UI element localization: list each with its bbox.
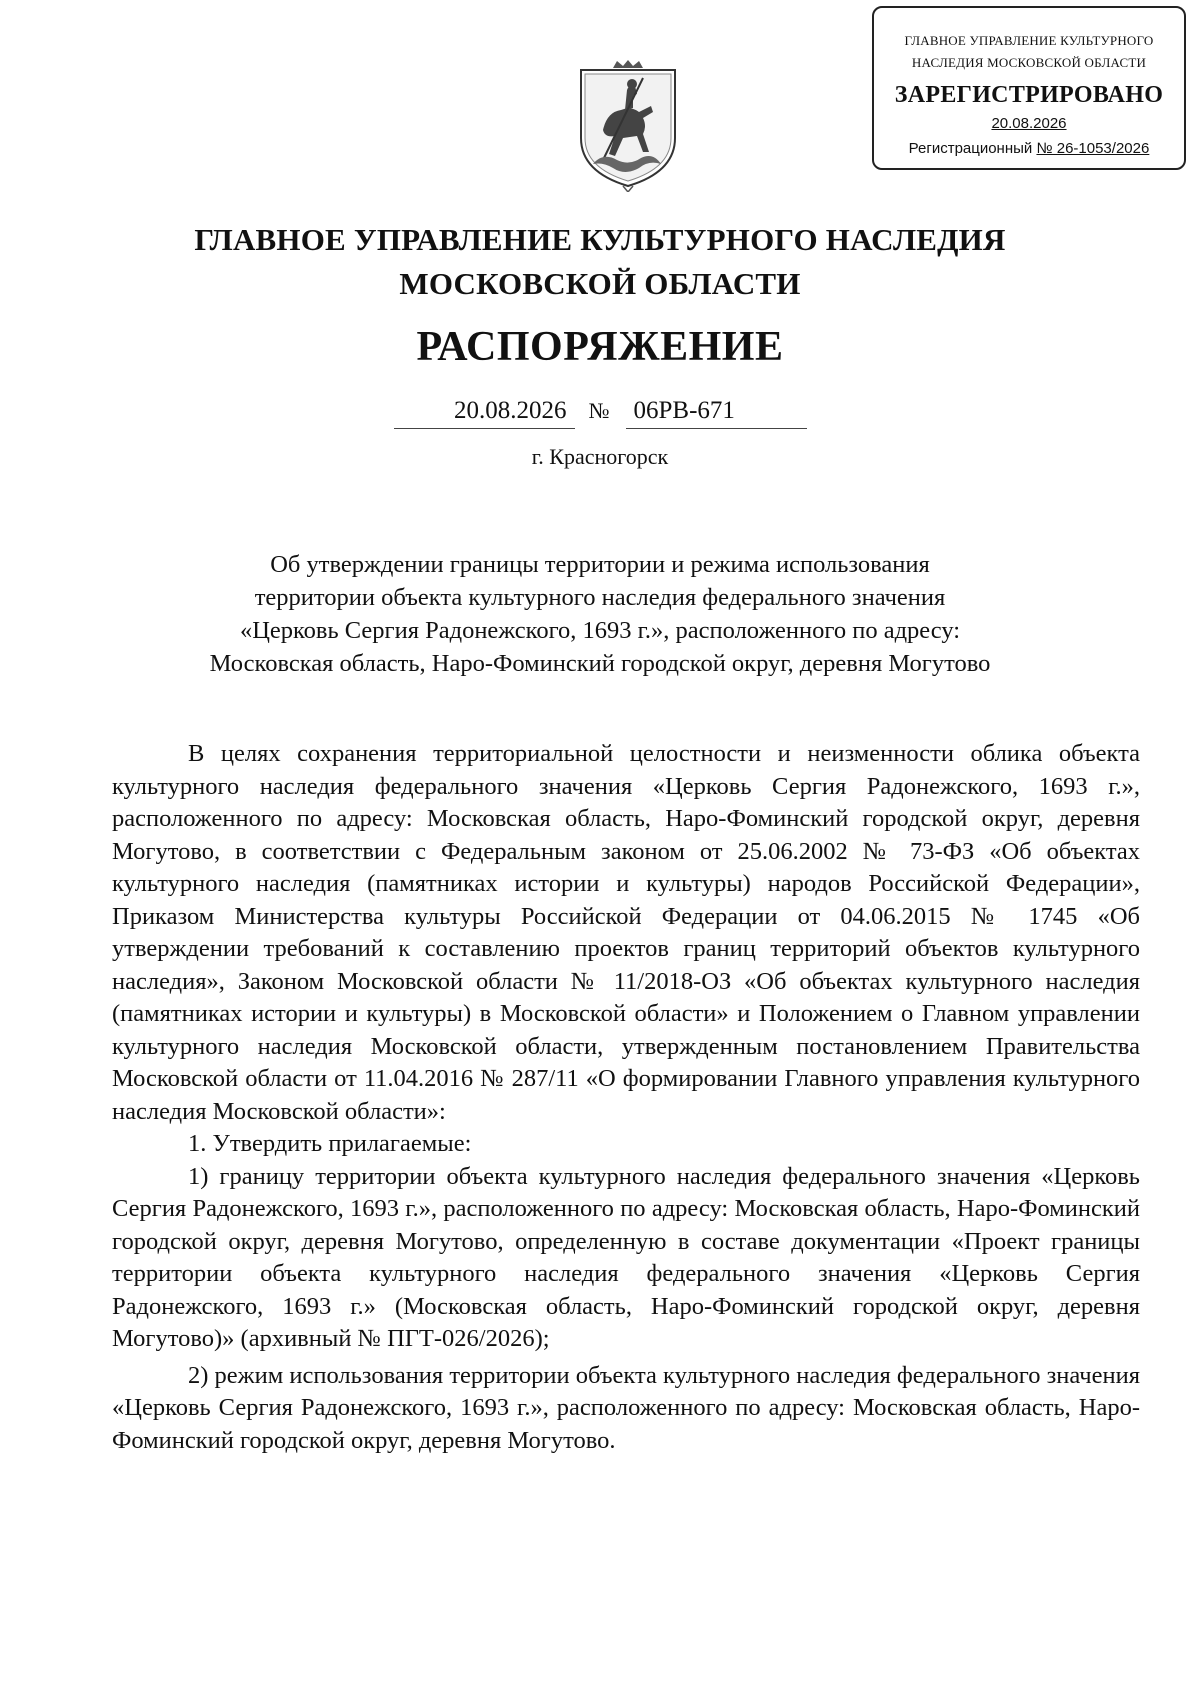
clause-paragraph: 1. Утвердить прилагаемые: [188,1130,472,1157]
stamp-date: 20.08.2026 [991,115,1067,132]
registration-stamp [872,6,1186,170]
document-subject [0,548,1200,680]
clause-item-paragraph: 1) границу территории объекта культурного наследия федерального значения «Церковь Сергия Радонежского, 1693 г.», расположенного по адресу: Московская область, Наро-Фоминский городской округ, деревня Могутово, определенную в составе документации «Проект границы территории объекта культурного наследия федерального значения «Церковь Сергия Радонежского, 1693 г.» (Московская область, Наро-Фоминский городской округ, деревня Могутово)» (архивный № ПГТ-026/2026); [112,1162,1140,1352]
clause-item-paragraph: 2) режим использования территории объекта культурного наследия федерального значения «Церковь Сергия Радонежского, 1693 г.», расположенного по адресу: Московская область, Наро-Фоминский городской округ, деревня Могутово. [112,1361,1140,1454]
number-sign: № [588,398,610,423]
org-title-line2: МОСКОВСКОЙ ОБЛАСТИ [399,266,801,301]
stamp-registration [874,138,1184,160]
subject-line: Об утверждении границы территории и режима использования [270,551,930,578]
subject-line: территории объекта культурного наследия федерального значения [254,584,946,611]
subject-line: «Церковь Сергия Радонежского, 1693 г.», расположенного по адресу: [239,617,961,644]
stamp-reg-number: № 26-1053/2026 [1036,140,1150,157]
stamp-status: ЗАРЕГИСТРИРОВАНО [894,82,1164,108]
stamp-reg-label: Регистрационный [908,140,1033,157]
organization-title [0,218,1200,306]
stamp-org-line2: НАСЛЕДИЯ МОСКОВСКОЙ ОБЛАСТИ [911,55,1147,70]
org-title-line1: ГЛАВНОЕ УПРАВЛЕНИЕ КУЛЬТУРНОГО НАСЛЕДИЯ [194,222,1006,257]
preamble-paragraph: В целях сохранения территориальной целостности и неизменности облика объекта культурного наследия федерального значения «Церковь Сергия Радонежского, 1693 г.», расположенного по адресу: Московская область, Наро-Фоминский городской округ, деревня Могутово, в соответствии с Федеральным законом от 25.06.2002 № 73-ФЗ «Об объектах культурного наследия (памятниках истории и культуры) народов Российской Федерации», Приказом Министерства культуры Российской Федерации от 04.06.2015 № 1745 «Об утверждении требований к составлению проектов границ территорий объектов культурного наследия», Законом Московской области № 11/2018-ОЗ «Об объектах культурного наследия (памятниках истории и культуры) в Московской области» и Положением о Главном управлении культурного наследия Московской области, утвержденным постановлением Правительства Московской области от 11.04.2016 № 287/11 «О формировании Главного управления культурного наследия Московской области»: [112,740,1140,1125]
document-number: 06РВ-671 [626,394,807,429]
document-dateline [0,394,1200,429]
document-date: 20.08.2026 [394,394,575,429]
subject-line: Московская область, Наро-Фоминский городской округ, деревня Могутово [209,650,991,677]
stamp-org-line1: ГЛАВНОЕ УПРАВЛЕНИЕ КУЛЬТУРНОГО [904,33,1154,48]
document-type: РАСПОРЯЖЕНИЕ [416,324,784,370]
stamp-organization [874,30,1184,74]
document-city: г. Красногорск [531,444,669,469]
document-body [112,738,1140,1457]
coat-of-arms-icon [573,60,683,192]
